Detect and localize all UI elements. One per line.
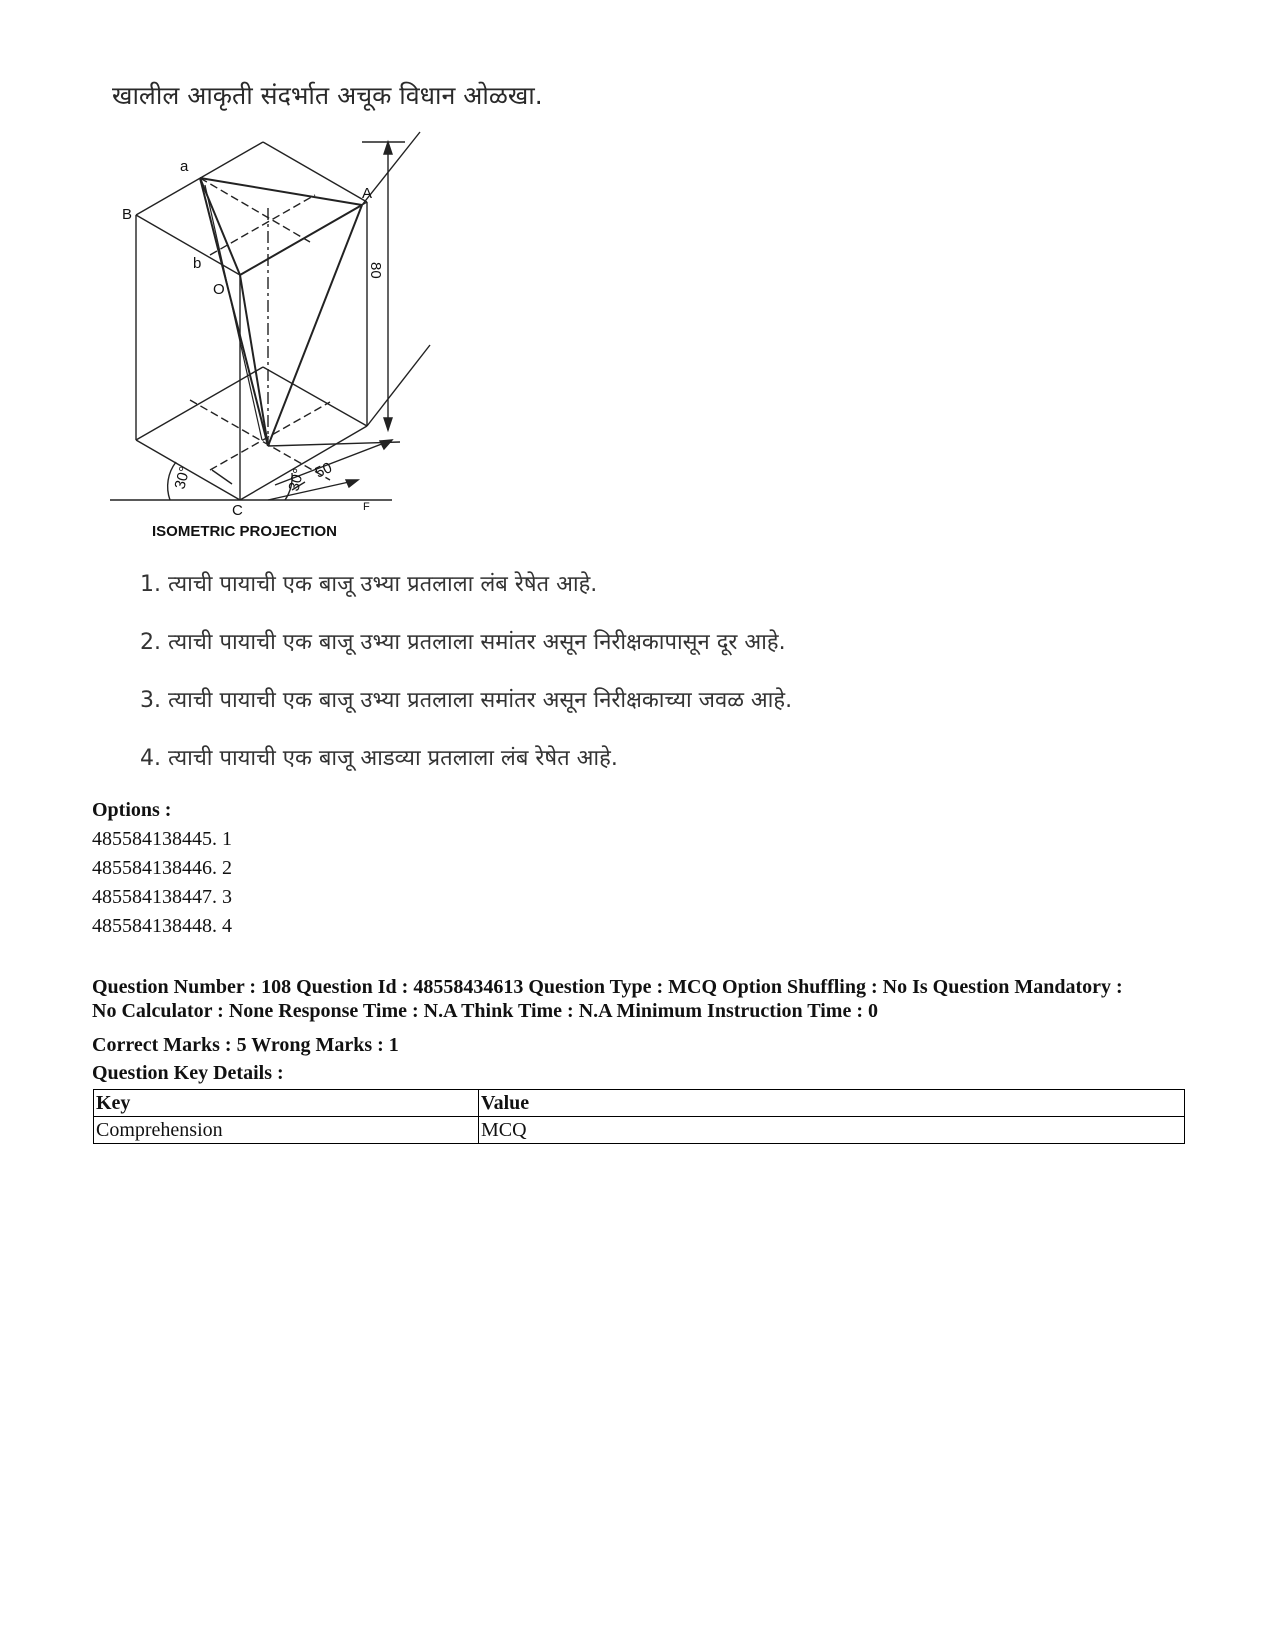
dimension-80: 80	[367, 262, 384, 279]
angle-label-left: 30°	[171, 464, 194, 492]
option-item[interactable]: 485584138447. 3	[92, 886, 232, 908]
table-row	[94, 1117, 1185, 1144]
statement-list	[140, 568, 792, 800]
vertex-label-B: B	[122, 206, 133, 223]
centre-line	[210, 402, 330, 470]
statement-item: 3. त्याची पायाची एक बाजू उभ्या प्रतलाला समांतर असून निरीक्षकाच्या जवळ आहे.	[140, 688, 793, 713]
arrow	[346, 480, 358, 487]
statement-item: 4. त्याची पायाची एक बाजू आडव्या प्रतलाला लंब रेषेत आहे.	[140, 746, 618, 771]
arrow	[380, 440, 392, 449]
pyramid-edge	[240, 205, 362, 275]
arrow	[384, 142, 392, 154]
centre-line	[210, 195, 315, 255]
table-header: Key	[94, 1090, 479, 1117]
vertex-label-a: a	[180, 158, 189, 175]
dimension-50: 50	[312, 459, 335, 482]
vertex-label-b: b	[193, 255, 202, 272]
question-prompt: खालील आकृती संदर्भात अचूक विधान ओळखा.	[112, 81, 543, 110]
pyramid-edge	[205, 185, 262, 440]
question-meta-line2: No Calculator : None Response Time : N.A Think Time : N.A Minimum Instruction Time : 0	[92, 1000, 878, 1022]
statement-item: 2. त्याची पायाची एक बाजू उभ्या प्रतलाला समांतर असून निरीक्षकापासून दूर आहे.	[140, 630, 786, 655]
question-meta-line1: Question Number : 108 Question Id : 48558434613 Question Type : MCQ Option Shuffling : No Is Question Mandatory :	[92, 976, 1123, 998]
angle-arrow	[212, 470, 232, 484]
option-item[interactable]: 485584138448. 4	[92, 915, 232, 937]
vertex-label-A: A	[362, 185, 373, 202]
figure-caption: ISOMETRIC PROJECTION	[152, 523, 338, 540]
arrow	[384, 418, 392, 430]
box-edge	[240, 426, 367, 500]
vertex-label-O: O	[213, 281, 225, 298]
options-label: Options :	[92, 799, 172, 821]
table-cell: MCQ	[479, 1117, 1185, 1144]
table-cell: Comprehension	[94, 1117, 479, 1144]
table-header-row	[94, 1090, 1185, 1117]
statement-item: 1. त्याची पायाची एक बाजू उभ्या प्रतलाला लंब रेषेत आहे.	[140, 572, 598, 597]
options-list	[92, 828, 232, 944]
option-item[interactable]: 485584138445. 1	[92, 828, 232, 850]
question-key-table	[93, 1089, 1185, 1144]
vertex-label-C: C	[232, 502, 243, 519]
box-edge	[136, 367, 263, 440]
question-meta	[92, 975, 1202, 1023]
key-details-label: Question Key Details :	[92, 1062, 284, 1084]
extension-line	[367, 345, 430, 426]
box-edge	[263, 142, 367, 202]
isometric-projection-figure	[100, 122, 440, 542]
box-edge	[136, 215, 240, 275]
table-header: Value	[479, 1090, 1185, 1117]
option-item[interactable]: 485584138446. 2	[92, 857, 232, 879]
label-F: F	[363, 501, 370, 513]
angle-label-right: 30°	[285, 466, 308, 494]
marks-line: Correct Marks : 5 Wrong Marks : 1	[92, 1034, 399, 1056]
